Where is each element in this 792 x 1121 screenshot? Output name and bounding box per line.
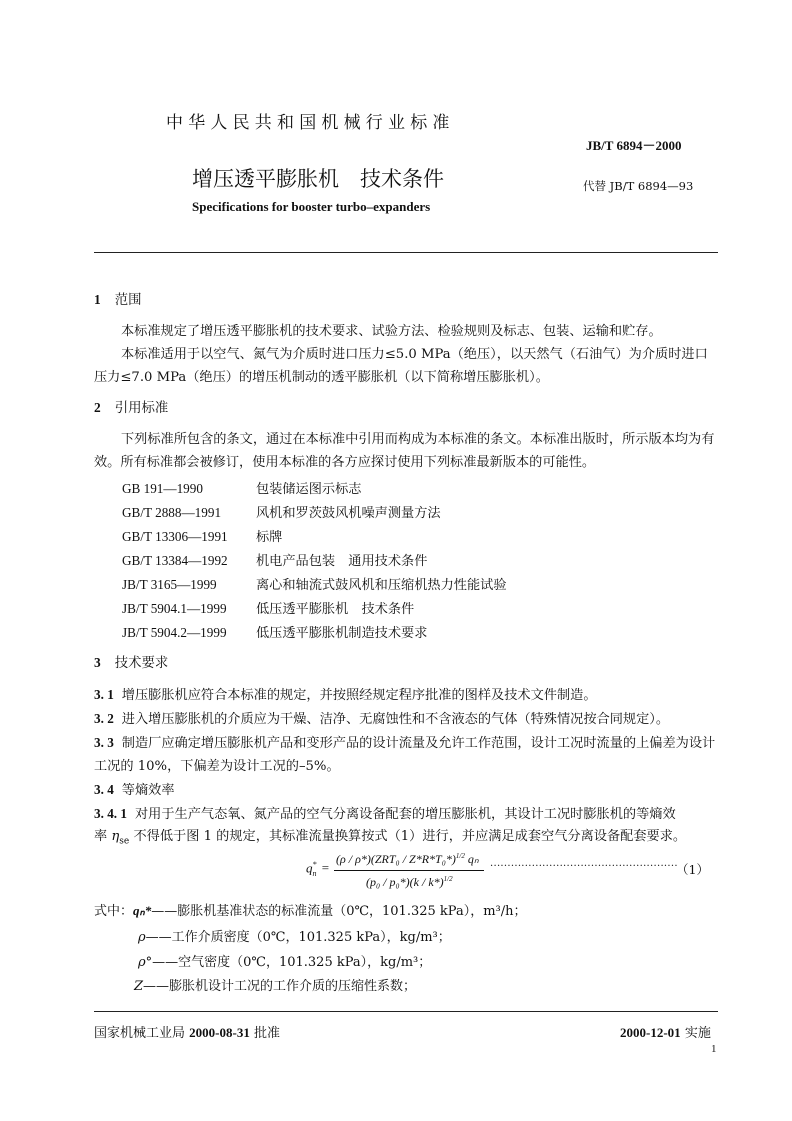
clause-3-4: [94, 778, 718, 802]
approval-line: [94, 1022, 280, 1041]
implementation-line: [620, 1022, 711, 1041]
clause-text: 增压膨胀机应符合本标准的规定，并按照经规定程序批准的图样及技术文件制造。: [121, 688, 597, 703]
approval-date: 2000-08-31: [189, 1025, 250, 1040]
clause-number: 3. 4. 1: [94, 806, 127, 821]
definition-symbol: ρ°: [138, 955, 153, 970]
page-number: 1: [711, 1043, 717, 1055]
definition-row: [134, 975, 416, 994]
reference-title: 包装储运图示标志: [256, 482, 362, 497]
definition-text: ——空气密度（0℃，101.325 kPa），kg/m³；: [152, 955, 432, 970]
section-number: 1: [94, 292, 101, 307]
clause-text: 进入增压膨胀机的介质应为干燥、洁净、无腐蚀性和不含液态的气体（特殊情况按合同规定）。: [121, 712, 670, 727]
eta-symbol: η: [111, 829, 120, 844]
implementation-word: 实施: [684, 1026, 711, 1041]
implementation-date: 2000-12-01: [620, 1025, 681, 1040]
header-divider: [94, 252, 718, 253]
section-3-heading: [94, 652, 168, 671]
paragraph: 本标准适用于以空气、氮气为介质时进口压力≤5.0 MPa（绝压），以天然气（石油气）为介质时进口压力≤7.0 MPa（绝压）的增压机制动的透平膨胀机（以下简称增压膨胀机）。: [94, 347, 708, 385]
reference-title: 离心和轴流式鼓风机和压缩机热力性能试验: [256, 578, 507, 593]
definition-symbol: ρ: [138, 930, 146, 945]
reference-row: [122, 478, 362, 497]
clause-number: 3. 4: [94, 782, 114, 797]
definition-row: [138, 951, 431, 970]
formula-subscript: n: [312, 868, 317, 878]
reference-title: 机电产品包装 通用技术条件: [256, 554, 428, 569]
title-chinese: 增压透平膨胀机 技术条件: [192, 167, 444, 191]
clause-3-4-1: [94, 802, 718, 826]
reference-row: [122, 526, 282, 545]
reference-row: [122, 502, 441, 521]
footer-divider: [94, 1011, 718, 1012]
equation-number: （1）: [676, 862, 709, 877]
reference-row: [122, 622, 427, 641]
eta-subscript: se: [119, 836, 130, 847]
section-number: 3: [94, 655, 101, 670]
reference-code: JB/T 3165—1999: [122, 577, 217, 592]
numerator-text: (ρ / ρ*)(ZRT₀ / Z*R*T₀*): [336, 852, 456, 866]
clause-text: 制造厂应确定增压膨胀机产品和变形产品的设计流量及允许工作范围，设计工况时流量的上偏差为设计工况的 10%，下偏差为设计工况的–5%。: [94, 736, 716, 774]
approval-word: 批准: [253, 1026, 280, 1041]
numerator-exponent: 1/2: [455, 852, 465, 860]
definition-text: ——工作介质密度（0℃，101.325 kPa），kg/m³；: [145, 930, 451, 945]
section-title: 引用标准: [114, 401, 169, 416]
definition-row: [94, 900, 527, 919]
clause-number: 3. 3: [94, 735, 114, 750]
denominator-exponent: 1/2: [443, 875, 453, 883]
formula-lhs: [306, 860, 329, 878]
formula-equals: =: [321, 860, 330, 876]
clause-3-4-1-cont: [94, 825, 718, 854]
clause-number: 3. 1: [94, 687, 114, 702]
formula-denominator: [366, 875, 453, 890]
fraction-bar: [334, 870, 484, 871]
reference-title: 低压透平膨胀机制造技术要求: [256, 626, 428, 641]
clause-text: 不得低于图 1 的规定，其标准流量换算按式（1）进行，并应满足成套空气分离设备配套要求。: [133, 829, 687, 844]
issuer-line: 中华人民共和国机械行业标准: [166, 113, 455, 133]
definition-row: [138, 926, 451, 945]
reference-code: GB/T 2888—1991: [122, 505, 222, 520]
formula-numerator: [336, 852, 479, 867]
numerator-tail: qₙ: [467, 852, 479, 866]
approver: 国家机械工业局: [94, 1026, 186, 1041]
clause-3-3: [94, 731, 718, 778]
reference-title: 标牌: [256, 530, 283, 545]
paragraph: 下列标准所包含的条文，通过在本标准中引用而构成为本标准的条文。本标准出版时，所示版本均为有效。所有标准都会被修订，使用本标准的各方应探讨使用下列标准最新版本的可能性。: [94, 432, 715, 470]
clause-3-2: [94, 707, 718, 731]
reference-code: GB/T 13306—1991: [122, 529, 228, 544]
paragraph: 本标准规定了增压透平膨胀机的技术要求、试验方法、检验规则及标志、包装、运输和贮存。: [121, 324, 662, 339]
reference-row: [122, 550, 427, 569]
formula-superscript: *: [312, 860, 317, 869]
reference-title: 风机和罗茨鼓风机噪声测量方法: [256, 506, 441, 521]
denominator-text: (p₀ / p₀*)(k / k*): [366, 875, 444, 889]
definition-symbol: qₙ*: [133, 903, 152, 918]
clause-number: 3. 2: [94, 711, 114, 726]
section-title: 范围: [114, 293, 142, 308]
reference-row: [122, 574, 507, 593]
section-number: 2: [94, 400, 101, 415]
reference-code: JB/T 5904.1—1999: [122, 601, 227, 616]
reference-row: [122, 598, 414, 617]
title-english: Specifications for booster turbo–expanders: [192, 199, 431, 214]
definition-text: ——膨胀机基准状态的标准流量（0℃，101.325 kPa），m³/h；: [151, 904, 527, 919]
definition-symbol: Z: [134, 979, 144, 994]
section-2-heading: [94, 397, 168, 416]
clause-text: 对用于生产气态氧、氮产品的空气分离设备配套的增压膨胀机，其设计工况时膨胀机的等熵效: [134, 807, 676, 822]
replaces-note: 代替 JB/T 6894—93: [583, 179, 694, 193]
definition-text: ——膨胀机设计工况的工作介质的压缩性系数；: [143, 979, 417, 994]
section-title: 技术要求: [114, 656, 169, 671]
reference-code: JB/T 5904.2—1999: [122, 625, 227, 640]
clause-text: 率: [94, 829, 108, 844]
section-1-heading: [94, 289, 141, 308]
formula-symbol: q: [306, 860, 313, 876]
reference-code: GB 191—1990: [122, 481, 203, 496]
standard-number: JB/T 6894－2000: [586, 138, 682, 153]
reference-code: GB/T 13384—1992: [122, 553, 228, 568]
clause-text: 等熵效率: [121, 783, 175, 798]
definitions-lead: 式中：: [94, 904, 134, 919]
clause-3-1: [94, 683, 718, 707]
reference-title: 低压透平膨胀机 技术条件: [256, 602, 415, 617]
formula-leader-dots: ......................................................: [490, 858, 678, 869]
